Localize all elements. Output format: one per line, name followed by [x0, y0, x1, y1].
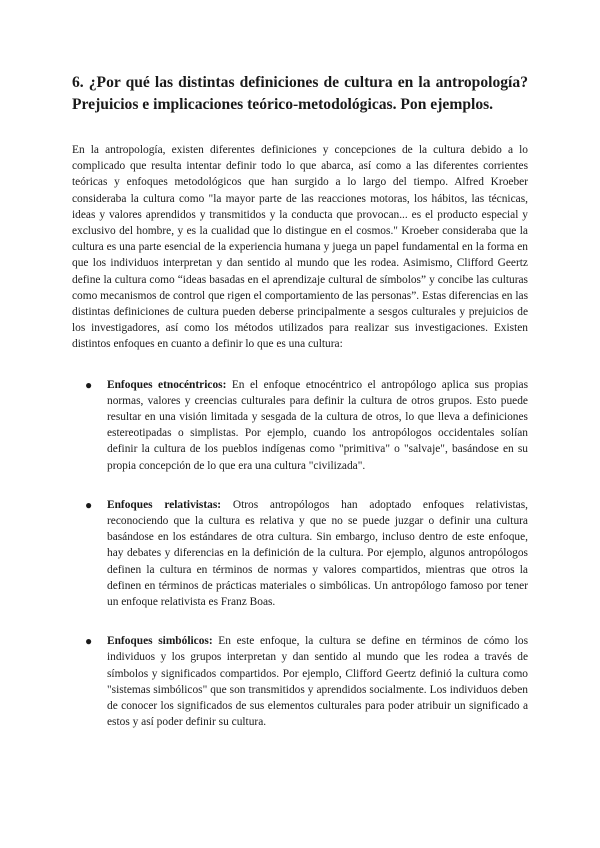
list-item-ethnocentric	[85, 377, 529, 474]
list-item-text: En este enfoque, la cultura se define en términos de cómo los individuos y los grupos interpretan y dan sentido al mundo que les rodea a través de símbolos y significados compartidos. Por ejemplo, Clifford Geertz definió la cultura como "sistemas simbólicos" que son transmitidos y aprendidos socialmente. Los individuos deben de conocer los significados de sus elementos culturales para poder atribuir un significado a estos y así poder definir su cultura.	[107, 635, 528, 729]
bullet-icon: ●	[85, 634, 93, 649]
bullet-icon: ●	[85, 497, 93, 512]
list-item-heading: Enfoques simbólicos:	[107, 635, 213, 648]
approaches-list	[72, 377, 528, 731]
list-item-heading: Enfoques relativistas:	[107, 498, 222, 511]
document-page	[72, 72, 528, 754]
question-heading: 6. ¿Por qué las distintas definiciones de cultura en la antropología? Prejuicios e implicaciones teórico-metodológicas. Pon ejemplos.	[72, 74, 528, 113]
bullet-icon: ●	[85, 377, 93, 392]
list-item-symbolic	[85, 633, 528, 730]
list-item-heading: Enfoques etnocéntricos:	[107, 378, 227, 391]
list-item-text: Otros antropólogos han adoptado enfoques relativistas, reconociendo que la cultura es relativa y que no se puede juzgar o definir una cultura basándose en los estándares de otra cultura. Sin embargo, incluso dentro de este enfoque, hay debates y diferencias en la definición de la cultura. Por ejemplo, algunos antropólogos definen la cultura en términos de normas y valores compartidos, mientras que otros la definen en términos de prácticas materiales o simbólicas. Un antropólogo famoso por tener un enfoque relativista es Franz Boas.	[107, 498, 528, 609]
intro-paragraph: En la antropología, existen diferentes definiciones y concepciones de la cultura debido a lo complicado que resulta intentar definir todo lo que abarca, así como a las diferentes corrientes teóricas y enfoques metodológicos que han surgido a lo largo del tiempo. Alfred Kroeber consideraba la cultura como "la mayor parte de las reacciones motoras, los hábitos, las técnicas, ideas y valores aprendidos y transmitidos y la conducta que provocan... es el producto especial y exclusivo del hombre, y es la cualidad que lo distingue en el cosmos." Kroeber consideraba que la cultura es una parte esencial de la experiencia humana y juega un papel fundamental en la forma en que los individuos interpretan y dan sentido al mundo que les rodea. Asimismo, Clifford Geertz define la cultura como “ideas basadas en el aprendizaje cultural de símbolos” y concibe las culturas como mecanismos de control que rigen el comportamiento de las personas”. Estas diferencias en las distintas definiciones de cultura pueden deberse principalmente a sesgos culturales y prejuicios de los investigadores, así como los métodos utilizados para realizar sus investigaciones. Existen distintos enfoques en cuanto a definir lo que es una cultura:	[72, 144, 528, 351]
list-item-text: En el enfoque etnocéntrico el antropólogo aplica sus propias normas, valores y creencias culturales para definir la cultura de otros grupos. Esto puede resultar en una visión limitada y sesgada de la cultura de otros, lo que lleva a definiciones estereotipadas o simplistas. Por ejemplo, cuando los antropólogos occidentales solían definir la cultura de los pueblos indígenas como "primitiva" o "salvaje", basándose en su propia concepción de lo que era una cultura "civilizada".	[107, 378, 529, 472]
list-item-relativist	[85, 497, 528, 610]
